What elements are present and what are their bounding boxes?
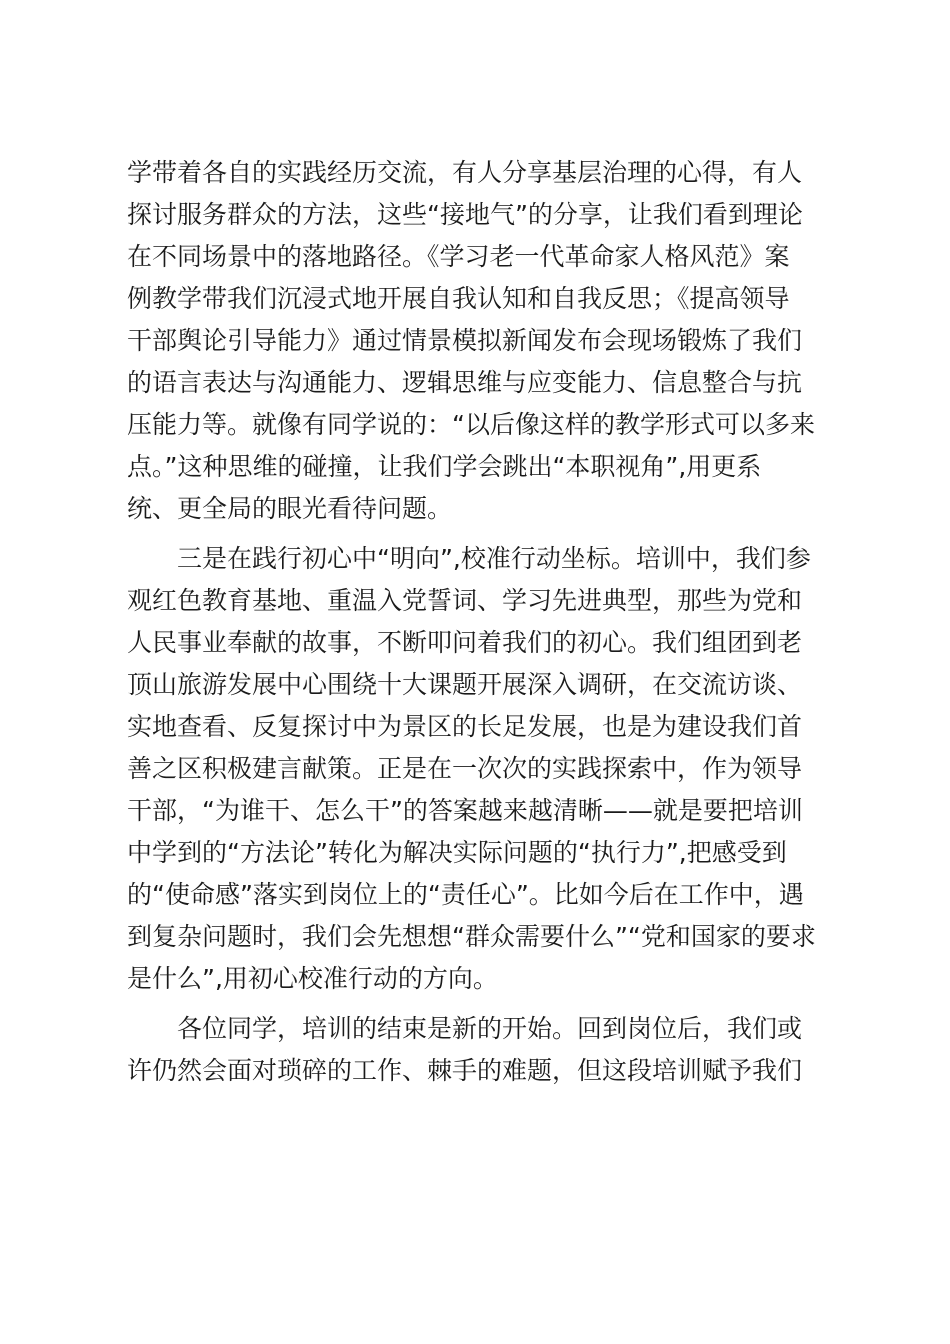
text-line: 探讨服务群众的方法，这些“接地气”的分享，让我们看到理论 <box>127 200 803 229</box>
text-line: 学带着各自的实践经历交流，有人分享基层治理的心得，有人 <box>127 158 803 187</box>
text-line: 实地查看、反复探讨中为景区的长足发展，也是为建设我们首 <box>127 712 803 741</box>
text-line: 压能力等。就像有同学说的：“以后像这样的教学形式可以多来 <box>127 410 815 439</box>
text-line: 中学到的“方法论”转化为解决实际问题的“执行力”,把感受到 <box>127 838 787 867</box>
text-line: 例教学带我们沉浸式地开展自我认知和自我反思；《提高领导 <box>127 284 790 313</box>
text-line: 的语言表达与沟通能力、逻辑思维与应变能力、信息整合与抗 <box>127 368 803 397</box>
paragraph-gap <box>127 1000 847 1008</box>
text-line: 的“使命感”落实到岗位上的“责任心”。比如今后在工作中，遇 <box>127 880 804 909</box>
text-line: 各位同学，培训的结束是新的开始。回到岗位后，我们或 <box>127 1014 803 1043</box>
text-line: 许仍然会面对琐碎的工作、棘手的难题，但这段培训赋予我们 <box>127 1056 803 1085</box>
body-text <box>127 152 847 1092</box>
text-line: 人民事业奉献的故事，不断叩问着我们的初心。我们组团到老 <box>127 628 803 657</box>
paragraph-gap <box>127 530 847 538</box>
text-line: 观红色教育基地、重温入党誓词、学习先进典型，那些为党和 <box>127 586 803 615</box>
text-line: 是什么”,用初心校准行动的方向。 <box>127 964 498 993</box>
text-line: 点。”这种思维的碰撞，让我们学会跳出“本职视角”,用更系 <box>127 452 762 481</box>
text-line: 在不同场景中的落地路径。《学习老一代革命家人格风范》案 <box>127 242 790 271</box>
text-line: 善之区积极建言献策。正是在一次次的实践探索中，作为领导 <box>127 754 803 783</box>
text-line: 干部，“为谁干、怎么干”的答案越来越清晰——就是要把培训 <box>127 796 803 825</box>
text-line: 三是在践行初心中“明向”,校准行动坐标。培训中，我们参 <box>127 544 811 573</box>
text-line: 顶山旅游发展中心围绕十大课题开展深入调研，在交流访谈、 <box>127 670 803 699</box>
text-line: 干部舆论引导能力》通过情景模拟新闻发布会现场锻炼了我们 <box>127 326 803 355</box>
text-line: 到复杂问题时，我们会先想想“群众需要什么”“党和国家的要求 <box>127 922 816 951</box>
text-line: 统、更全局的眼光看待问题。 <box>127 494 453 523</box>
